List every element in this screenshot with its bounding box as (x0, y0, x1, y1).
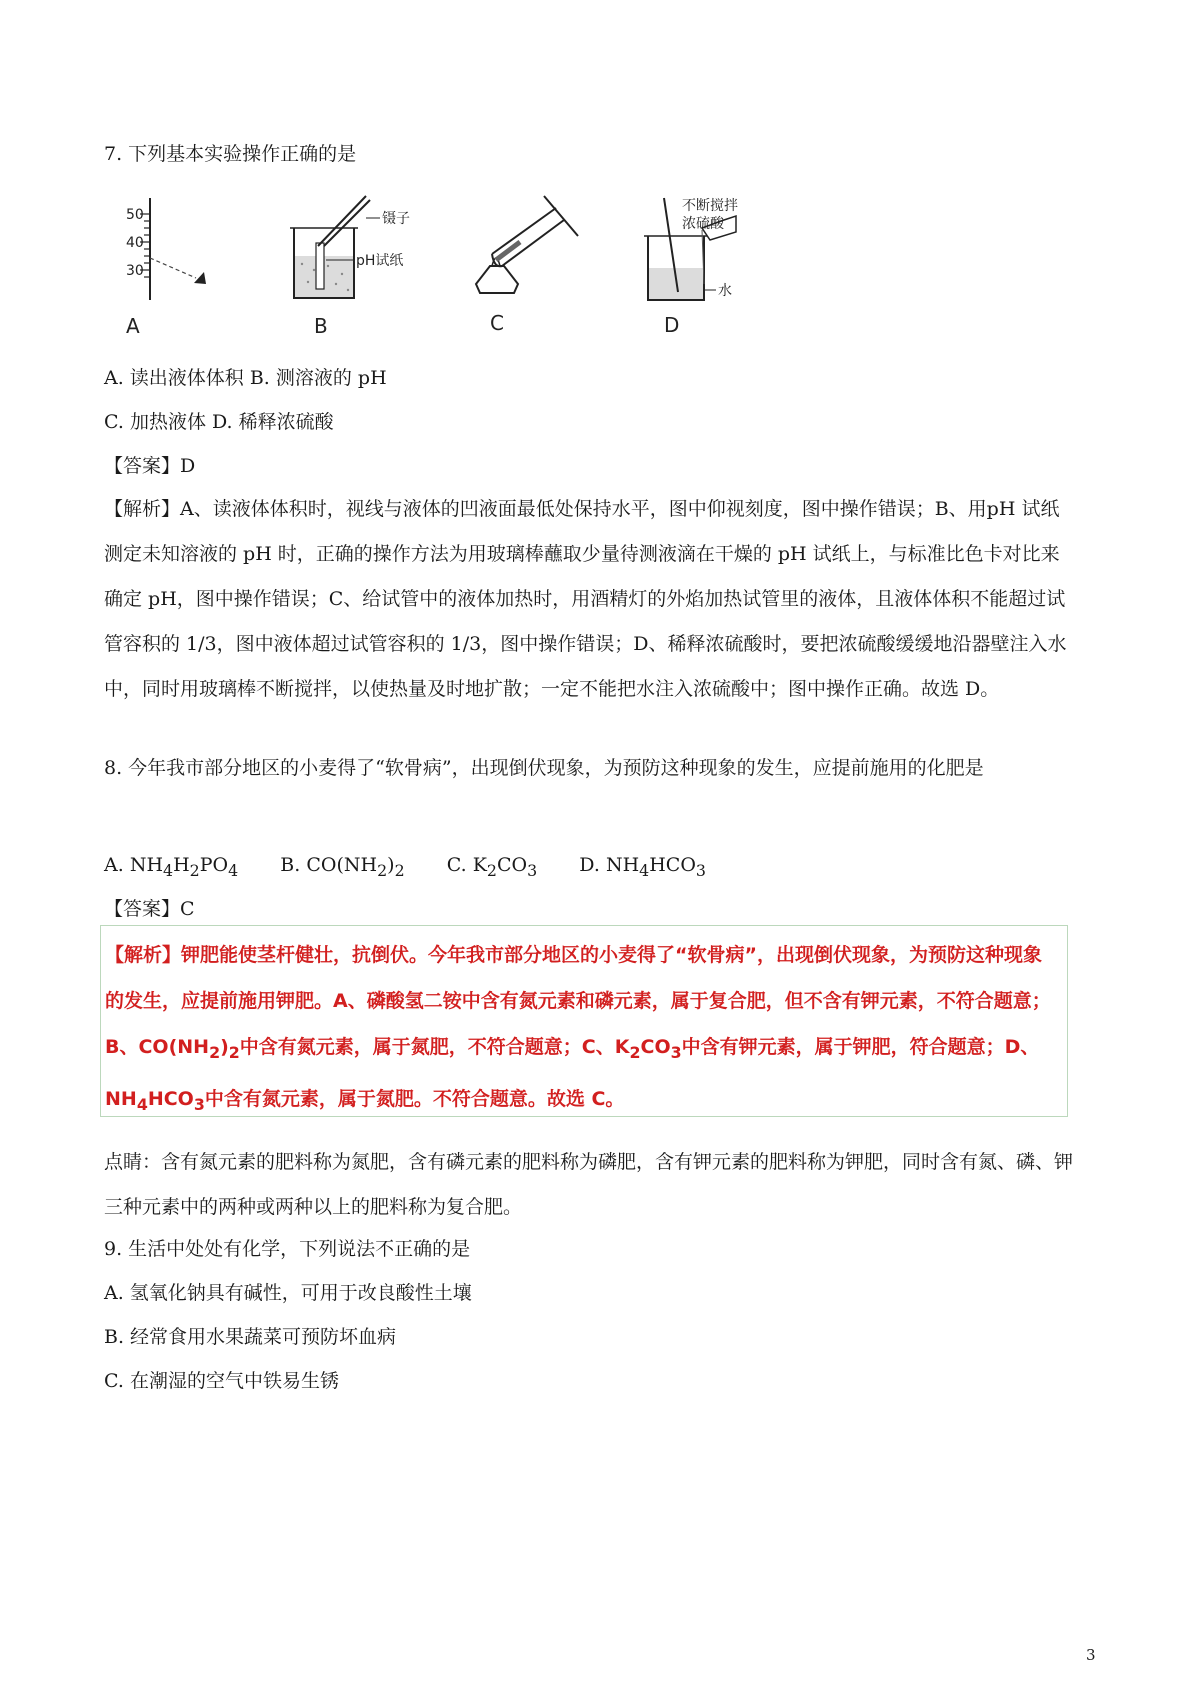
q8-option-a: A. $NH_4H_2PO_4$ (104, 854, 239, 880)
q9-option-c: C. 在潮湿的空气中铁易生锈 (104, 1370, 339, 1392)
annotation-water: 水 (718, 283, 732, 299)
q8-formula-b: $CO(NH_2)_2$ (138, 1036, 240, 1062)
figure-a-graduated-cylinder (126, 198, 206, 338)
page-number: 3 (1086, 1646, 1096, 1664)
q8-option-b: B. $CO(NH_2)_2$ (280, 854, 405, 880)
q8-formula-d: $NH_4HCO_3$ (105, 1087, 205, 1114)
q9-option-b: B. 经常食用水果蔬菜可预防坏血病 (104, 1326, 397, 1348)
q8-formula-c: $K_2CO_3$ (614, 1036, 682, 1062)
q8-stem: 8. 今年我市部分地区的小麦得了“软骨病”，出现倒伏现象，为预防这种现象的发生，应提前施用的化肥是 (104, 757, 984, 779)
figure-a-label: A (126, 314, 140, 338)
q7-stem: 7. 下列基本实验操作正确的是 (104, 143, 357, 165)
q8-analysis-box (100, 925, 1068, 1117)
q8-note: 点睛：含有氮元素的肥料称为氮肥，含有磷元素的肥料称为磷肥，含有钾元素的肥料称为钾肥，同时含有氮、磷、钾三种元素中的两种或两种以上的肥料称为复合肥。 (104, 1151, 1074, 1218)
q7-options-row-2: C. 加热液体 D. 稀释浓硫酸 (104, 411, 334, 433)
q9-stem: 9. 生活中处处有化学，下列说法不正确的是 (104, 1238, 471, 1260)
q8-answer: 【答案】C (104, 898, 195, 920)
figure-c-heating-tube (476, 196, 578, 335)
q7-options-row-1: A. 读出液体体积 B. 测溶液的 pH (104, 367, 387, 389)
q7-analysis: 【解析】A、读液体体积时，视线与液体的凹液面最低处保持水平，图中仰视刻度，图中操作错误；B、用pH 试纸测定未知溶液的 pH 时，正确的操作方法为用玻璃棒蘸取少量待测液滴在干燥的 pH 试纸上，与标准比色卡对比来确定 pH，图中操作错误；C、给试管中的液体加热时，用酒精灯的外焰加热试管里的液体，且液体体积不能超过试管容积的 1/3，图中液体超过试管容积的 1/3，图中操作错误；D、稀释浓硫酸时，要把浓硫酸缓缓地沿器壁注入水中，同时用玻璃棒不断搅拌，以使热量及时地扩散；一定不能把水注入浓硫酸中；图中操作正确。故选 D。 (104, 498, 1067, 700)
q8-option-c: C. $K_2CO_3$ (446, 854, 538, 880)
q8-analysis-part-2: 中含有氮元素，属于氮肥，不符合题意；C、 (239, 1036, 615, 1058)
annotation-stir: 不断搅拌 (682, 198, 738, 214)
figure-d-label: D (664, 313, 680, 337)
figure-b-label: B (314, 314, 328, 338)
q8-analysis-part-4: 中含有氮元素，属于氮肥。不符合题意。故选 C。 (204, 1087, 625, 1110)
q8-analysis-part-3: 中含有钾元素，属于钾肥，符合题意；D、 (681, 1036, 1040, 1058)
annotation-tweezers: 镊子 (382, 211, 410, 227)
q9-option-a: A. 氢氧化钠具有碱性，可用于改良酸性土壤 (104, 1282, 472, 1304)
tick-label-40: 40 (126, 235, 144, 251)
q8-analysis-part-1: 【解析】钾肥能使茎杆健壮，抗倒伏。今年我市部分地区的小麦得了“软骨病”，出现倒伏现象，为预防这种现象的发生，应提前施用钾肥。A、磷酸氢二铵中含有氮元素和磷元素，属于复合肥，但不含有钾元素，不符合题意；B、 (105, 944, 1051, 1058)
tick-label-50: 50 (126, 207, 144, 223)
figure-b-beaker-ph (290, 196, 410, 338)
annotation-ph-paper: pH试纸 (356, 253, 404, 269)
q8-options (104, 853, 706, 883)
figure-c-label: C (490, 311, 504, 335)
q8-option-d: D. $NH_4HCO_3$ (579, 854, 706, 880)
figure-d-dilution (644, 197, 738, 337)
annotation-acid: 浓硫酸 (682, 216, 724, 232)
q7-figures (104, 188, 864, 378)
q7-answer: 【答案】D (104, 455, 196, 477)
tick-label-30: 30 (126, 263, 144, 279)
